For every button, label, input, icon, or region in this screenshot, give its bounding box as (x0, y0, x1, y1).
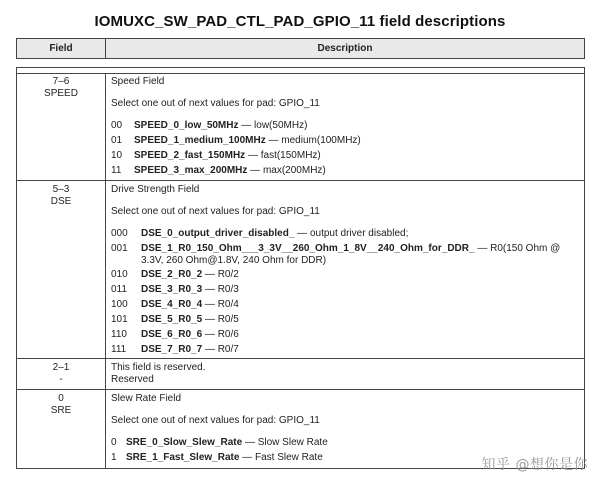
value-code: 001 (111, 243, 128, 254)
value-name: DSE_1_R0_150_Ohm___3_3V__260_Ohm_1_8V__240_Ohm_for_DDR_ (141, 243, 475, 254)
list-item (111, 135, 584, 150)
field-heading: Slew Rate Field (111, 393, 182, 404)
list-item (111, 284, 584, 299)
list-item (111, 269, 584, 284)
value-code: 101 (111, 314, 128, 325)
value-desc: — R0(150 Ohm @ 3.3V, 260 Ohm@1.8V, 240 Ohm for DDR) (141, 243, 561, 266)
value-code: 100 (111, 299, 128, 310)
value-desc: — R0/3 (202, 284, 239, 295)
value-desc: — low(50MHz) (238, 120, 308, 131)
list-item (111, 299, 584, 314)
value-desc: — R0/6 (202, 329, 239, 340)
value-desc: — R0/2 (202, 269, 239, 280)
field-bits: 7–6 (52, 76, 70, 87)
value-code: 10 (111, 150, 123, 161)
value-code: 1 (111, 452, 117, 463)
value-code: 01 (111, 135, 123, 146)
value-code: 00 (111, 120, 123, 131)
value-code: 000 (111, 228, 128, 239)
description-cell (106, 73, 584, 180)
field-select-text: Select one out of next values for pad: GPIO_11 (111, 415, 320, 426)
value-desc: — Fast Slew Rate (239, 452, 323, 463)
table-header (16, 38, 585, 59)
description-cell (106, 359, 584, 389)
value-name: SPEED_0_low_50MHz (134, 120, 239, 131)
value-name: SRE_1_Fast_Slew_Rate (126, 452, 240, 463)
list-item (111, 243, 584, 269)
reserved-label: Reserved (111, 374, 154, 385)
value-code: 011 (111, 284, 127, 295)
field-bits: 0 (58, 393, 64, 404)
header-field: Field (17, 39, 106, 58)
list-item (111, 344, 584, 359)
field-name: DSE (50, 196, 72, 207)
value-name: SRE_0_Slow_Slew_Rate (126, 437, 243, 448)
field-cell (17, 390, 106, 468)
value-name: SPEED_1_medium_100MHz (134, 135, 266, 146)
table-row-speed (16, 73, 585, 181)
table-row-dse (16, 181, 585, 359)
value-name: DSE_6_R0_6 (141, 329, 203, 340)
list-item (111, 228, 584, 243)
value-code: 010 (111, 269, 128, 280)
field-heading: Speed Field (111, 76, 165, 87)
field-cell (17, 73, 106, 180)
list-item (111, 120, 584, 135)
list-item (111, 165, 584, 180)
value-desc: — output driver disabled; (294, 228, 409, 239)
value-desc: — Slow Slew Rate (242, 437, 328, 448)
field-select-text: Select one out of next values for pad: GPIO_11 (111, 206, 320, 217)
value-code: 0 (111, 437, 117, 448)
field-name: - (59, 374, 63, 385)
reserved-text: This field is reserved. (111, 362, 206, 373)
value-code: 111 (111, 344, 127, 355)
header-description: Description (317, 43, 373, 54)
table-row-reserved (16, 359, 585, 390)
value-name: DSE_5_R0_5 (141, 314, 203, 325)
list-item (111, 437, 584, 452)
value-name: SPEED_2_fast_150MHz (134, 150, 246, 161)
field-bits: 5–3 (52, 184, 70, 195)
field-name: SPEED (44, 88, 78, 99)
value-desc: — R0/5 (202, 314, 239, 325)
value-desc: — R0/7 (202, 344, 239, 355)
field-select-text: Select one out of next values for pad: GPIO_11 (111, 98, 320, 109)
list-item (111, 150, 584, 165)
value-desc: — medium(100MHz) (265, 135, 361, 146)
description-cell (106, 181, 584, 358)
value-name: DSE_0_output_driver_disabled_ (141, 228, 295, 239)
field-heading: Drive Strength Field (111, 184, 200, 195)
value-name: DSE_4_R0_4 (141, 299, 203, 310)
value-name: SPEED_3_max_200MHz (134, 165, 248, 176)
value-desc: — R0/4 (202, 299, 239, 310)
watermark: 知乎 @想你是你 (481, 457, 588, 473)
field-bits: 2–1 (52, 362, 70, 373)
value-name: DSE_3_R0_3 (141, 284, 203, 295)
value-code: 11 (111, 165, 122, 176)
value-desc: — max(200MHz) (247, 165, 326, 176)
table-title: IOMUXC_SW_PAD_CTL_PAD_GPIO_11 field descriptions (94, 13, 506, 30)
field-name: SRE (50, 405, 72, 416)
value-desc: — fast(150MHz) (245, 150, 321, 161)
field-cell (17, 359, 106, 389)
list-item (111, 314, 584, 329)
value-code: 110 (111, 329, 127, 340)
field-cell (17, 181, 106, 358)
list-item (111, 329, 584, 344)
value-name: DSE_7_R0_7 (141, 344, 203, 355)
value-name: DSE_2_R0_2 (141, 269, 203, 280)
